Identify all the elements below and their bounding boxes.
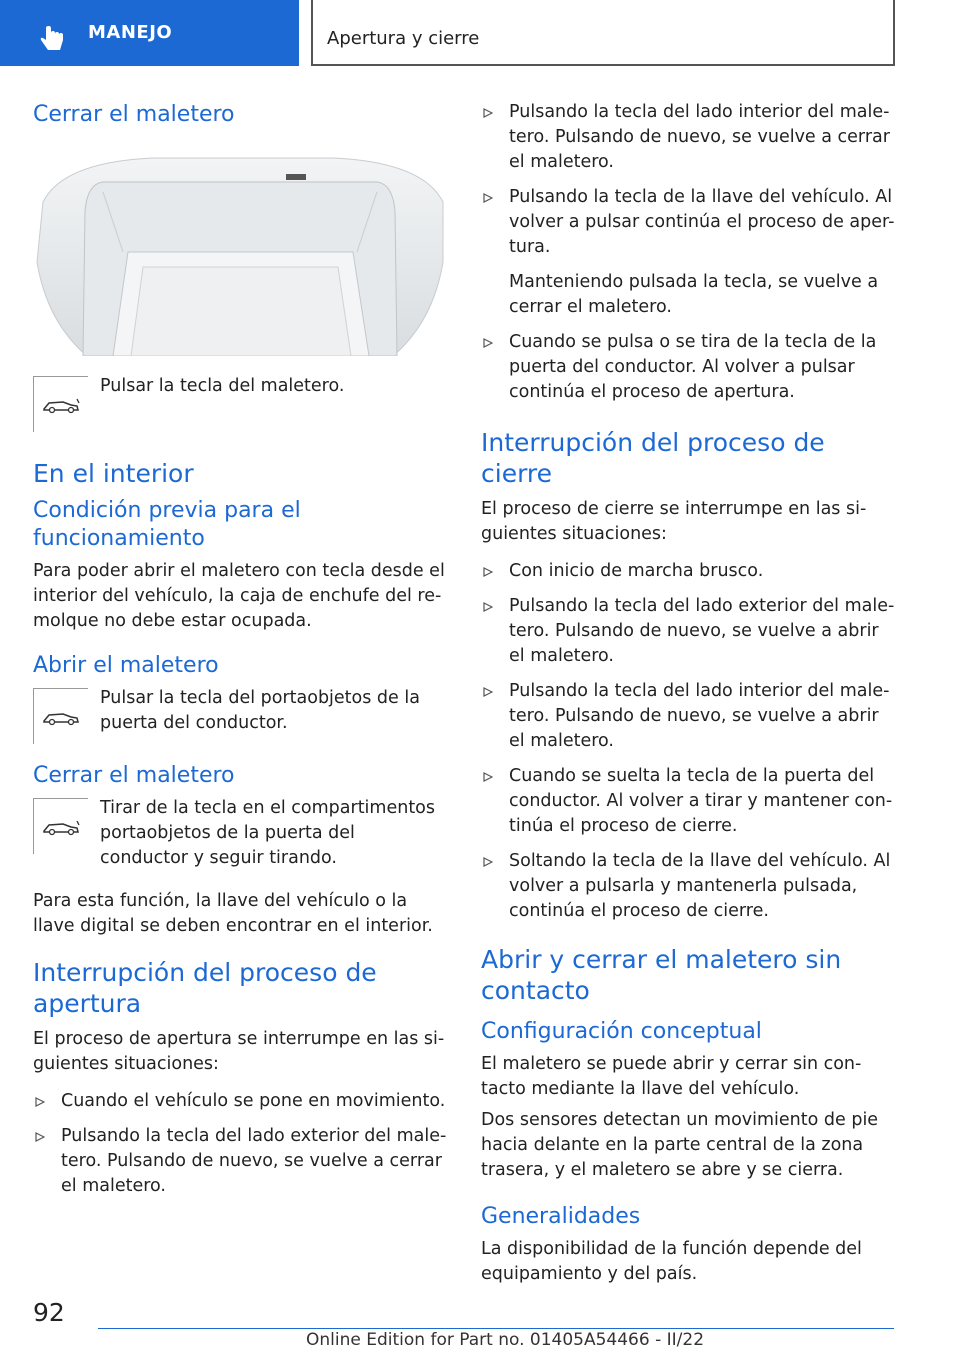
heading-interrupcion-cierre: Interrupción del proceso de cierre — [481, 428, 825, 488]
paragraph-interrupcion-cierre: El proceso de cierre se interrumpe en las si-guientes situaciones: — [481, 499, 867, 544]
bullet-list-apertura — [33, 1089, 447, 1199]
car-trunk-icon — [33, 798, 88, 854]
heading-abrir-maletero: Abrir el maletero — [33, 653, 219, 678]
triangle-bullet-icon — [483, 602, 493, 612]
triangle-bullet-icon — [483, 687, 493, 697]
heading-cerrar-maletero: Cerrar el maletero — [33, 102, 235, 127]
hand-icon — [38, 24, 68, 54]
chapter-title: Apertura y cierre — [327, 28, 480, 49]
paragraph-condicion: Para poder abrir el maletero con tecla desde el interior del vehículo, la caja de enchufe del re-molque no debe estar ocupada. — [33, 561, 445, 631]
paragraph-interrupcion-apertura: El proceso de apertura se interrumpe en las si-guientes situaciones: — [33, 1029, 445, 1074]
heading-condicion-previa: Condición previa para el funcionamiento — [33, 498, 301, 551]
car-trunk-icon — [33, 688, 88, 744]
car-trunk-icon — [33, 376, 88, 432]
heading-en-el-interior: En el interior — [33, 459, 194, 488]
section-title: MANEJO — [88, 22, 173, 43]
left-column — [33, 100, 447, 1213]
triangle-bullet-icon — [483, 567, 493, 577]
list-item: Cuando se pulsa o se tira de la tecla de la puerta del conductor. Al volver a pulsar continúa el proceso de apertura. — [481, 330, 896, 405]
list-item: Pulsando la tecla del lado exterior del male-tero. Pulsando de nuevo, se vuelve a abrir el maletero. — [481, 594, 896, 669]
triangle-bullet-icon — [483, 772, 493, 782]
list-item: Soltando la tecla de la llave del vehículo. Al volver a pulsarla y mantenerla pulsada, continúa el proceso de cierre. — [481, 849, 896, 924]
chapter-header — [311, 0, 895, 66]
open-key-text: Pulsar la tecla del portaobjetos de la puerta del conductor. — [100, 688, 420, 733]
heading-generalidades: Generalidades — [481, 1204, 641, 1229]
heading-sin-contacto: Abrir y cerrar el maletero sin contacto — [481, 945, 842, 1005]
heading-cerrar-maletero-2: Cerrar el maletero — [33, 763, 235, 788]
trunk-photo — [33, 152, 447, 356]
page-number: 92 — [33, 1298, 65, 1327]
paragraph-config-2: Dos sensores detectan un movimiento de pie hacia delante en la parte central de la zona trasera, y el maletero se abre y se cierra. — [481, 1110, 879, 1180]
triangle-bullet-icon — [483, 857, 493, 867]
trunk-key-row — [33, 374, 447, 432]
list-item: Cuando se suelta la tecla de la puerta del conductor. Al volver a tirar y mantener con-tinúa el proceso de cierre. — [481, 764, 896, 839]
list-item-note: Manteniendo pulsada la tecla, se vuelve a cerrar el maletero. — [509, 272, 879, 317]
triangle-bullet-icon — [483, 108, 493, 118]
close-key-row — [33, 796, 447, 871]
paragraph-funcion: Para esta función, la llave del vehículo o la llave digital se deben encontrar en el interior. — [33, 891, 433, 936]
list-item: Con inicio de marcha brusco. — [481, 559, 896, 584]
trunk-key-text: Pulsar la tecla del maletero. — [100, 376, 345, 396]
paragraph-config-1: El maletero se puede abrir y cerrar sin con-tacto mediante la llave del vehículo. — [481, 1054, 862, 1099]
bullet-list-apertura-cont — [481, 100, 896, 405]
list-item: Pulsando la tecla del lado interior del male-tero. Pulsando de nuevo, se vuelve a cerrar el maletero. — [481, 100, 896, 175]
triangle-bullet-icon — [35, 1132, 45, 1142]
list-item: Pulsando la tecla del lado exterior del male-tero. Pulsando de nuevo, se vuelve a cerrar el maletero. — [33, 1124, 447, 1199]
list-item: Pulsando la tecla de la llave del vehículo. Al volver a pulsar continúa el proceso de aper-tura. Manteniendo pulsada la tecla, se vuelve a cerrar el maletero. — [481, 185, 896, 320]
section-tab — [0, 0, 299, 66]
open-key-row — [33, 686, 447, 744]
footer-divider — [98, 1328, 894, 1329]
close-key-text: Tirar de la tecla en el compartimentos portaobjetos de la puerta del conductor y seguir tirando. — [100, 798, 436, 868]
footer-edition: Online Edition for Part no. 01405A54466 - II/22 — [306, 1330, 705, 1350]
triangle-bullet-icon — [483, 338, 493, 348]
right-column — [481, 100, 896, 1299]
triangle-bullet-icon — [35, 1097, 45, 1107]
bullet-list-cierre — [481, 559, 896, 924]
paragraph-generalidades: La disponibilidad de la función depende del equipamiento y del país. — [481, 1239, 862, 1284]
triangle-bullet-icon — [483, 193, 493, 203]
heading-interrupcion-apertura: Interrupción del proceso de apertura — [33, 958, 377, 1018]
heading-configuracion: Configuración conceptual — [481, 1019, 762, 1044]
list-item: Pulsando la tecla del lado interior del male-tero. Pulsando de nuevo, se vuelve a abrir el maletero. — [481, 679, 896, 754]
list-item: Cuando el vehículo se pone en movimiento. — [33, 1089, 447, 1114]
